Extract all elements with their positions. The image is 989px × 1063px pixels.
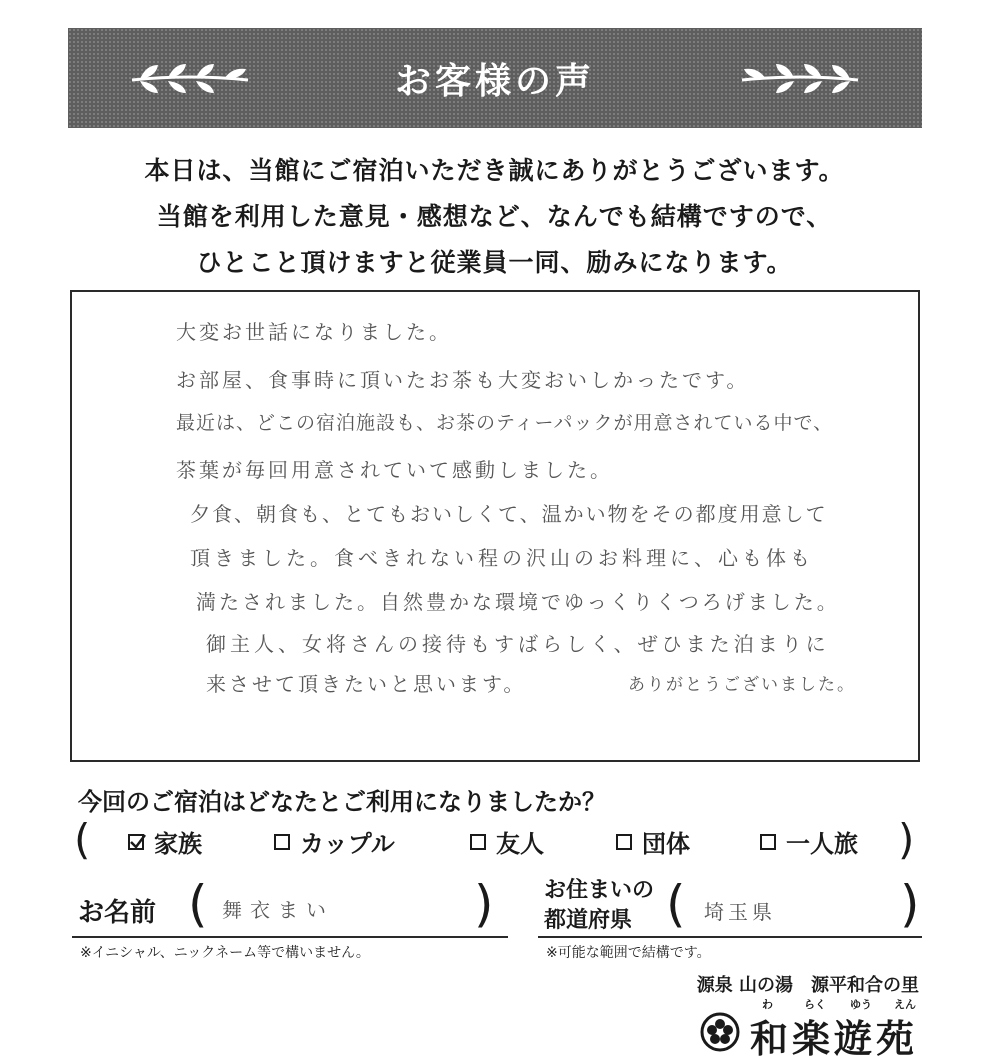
leaf-sprig-left-icon — [130, 58, 250, 98]
intro-line-1: 本日は、当館にご宿泊いただき誠にありがとうございます。 — [144, 156, 845, 185]
checkbox[interactable] — [616, 834, 632, 850]
name-note: ※イニシャル、ニックネーム等で構いません。 — [80, 945, 370, 961]
comment-line: 大変お世話になりました。 — [176, 320, 452, 344]
ruby-yuu: ゆう — [850, 998, 872, 1011]
prefecture-note: ※可能な範囲で結構です。 — [546, 945, 711, 961]
family-crest-icon — [700, 1012, 740, 1052]
comment-line: お部屋、食事時に頂いたお茶も大変おいしかったです。 — [176, 368, 750, 392]
comment-closing: ありがとうございました。 — [628, 675, 856, 695]
companion-question: 今回のご宿泊はどなたとご利用になりましたか？ — [78, 788, 606, 816]
prefecture-value[interactable]: 埼玉県 — [704, 900, 776, 924]
comment-line: 最近は、どこの宿泊施設も、お茶のティーパックが用意されている中で、 — [176, 412, 834, 434]
prefecture-paren-close: ) — [900, 875, 920, 933]
prefecture-label-line-2: 都道府県 — [544, 908, 633, 933]
option-solo[interactable] — [760, 824, 858, 859]
option-family[interactable] — [128, 824, 202, 859]
checkbox-checked[interactable] — [128, 834, 144, 850]
comment-line: 頂きました。食べきれない程の沢山のお料理に、心も体も — [190, 546, 814, 570]
brand-logo — [700, 998, 930, 1061]
brand-name: 和楽遊苑 — [750, 1016, 919, 1061]
intro-line-2: 当館を利用した意見・感想など、なんでも結構ですので、 — [156, 202, 833, 231]
comment-line: 来させて頂きたいと思います。 — [206, 672, 527, 696]
comment-line: 茶葉が毎回用意されていて感動しました。 — [176, 458, 613, 482]
name-paren-close: ) — [474, 875, 494, 933]
prefecture-label-line-1: お住まいの — [544, 878, 655, 903]
option-label: カップル — [300, 830, 395, 858]
option-label: 一人旅 — [786, 830, 858, 858]
prefecture-paren-open: ( — [666, 875, 686, 933]
checkbox[interactable] — [760, 834, 776, 850]
prefecture-label — [544, 876, 654, 936]
intro-line-3: ひとこと頂けますと従業員一同、励みになります。 — [196, 248, 793, 277]
checkbox[interactable] — [274, 834, 290, 850]
name-underline — [72, 936, 508, 938]
leaf-sprig-right-icon — [740, 58, 860, 98]
ruby-en: えん — [894, 998, 916, 1011]
name-value[interactable]: 舞衣まい — [222, 898, 334, 922]
check-icon — [128, 832, 148, 852]
intro-text — [0, 148, 989, 286]
checkbox[interactable] — [470, 834, 486, 850]
paren-open: ( — [74, 815, 91, 864]
option-label: 友人 — [496, 830, 544, 858]
option-friend[interactable] — [470, 824, 544, 859]
companion-options — [74, 816, 918, 864]
page-title: お客様の声 — [394, 60, 595, 102]
ruby-wa: わ — [762, 998, 773, 1011]
name-label: お名前 — [78, 898, 157, 928]
brand-subtitle: 源泉 山の湯 源平和合の里 — [696, 975, 919, 996]
paren-close: ) — [898, 815, 915, 864]
option-couple[interactable] — [274, 824, 395, 859]
comment-line: 御主人、女将さんの接待もすばらしく、ぜひまた泊まりに — [206, 632, 830, 656]
name-paren-open: ( — [188, 875, 208, 933]
comment-line: 夕食、朝食も、とてもおいしくて、温かい物をその都度用意して — [190, 502, 828, 526]
comment-box — [70, 290, 920, 762]
ruby-raku: らく — [804, 998, 826, 1011]
option-group[interactable] — [616, 824, 690, 859]
option-label: 家族 — [154, 830, 202, 858]
option-label: 団体 — [642, 830, 690, 858]
prefecture-underline — [538, 936, 922, 938]
header-banner — [68, 28, 922, 128]
comment-line: 満たされました。自然豊かな環境でゆっくりくつろげました。 — [196, 590, 840, 614]
